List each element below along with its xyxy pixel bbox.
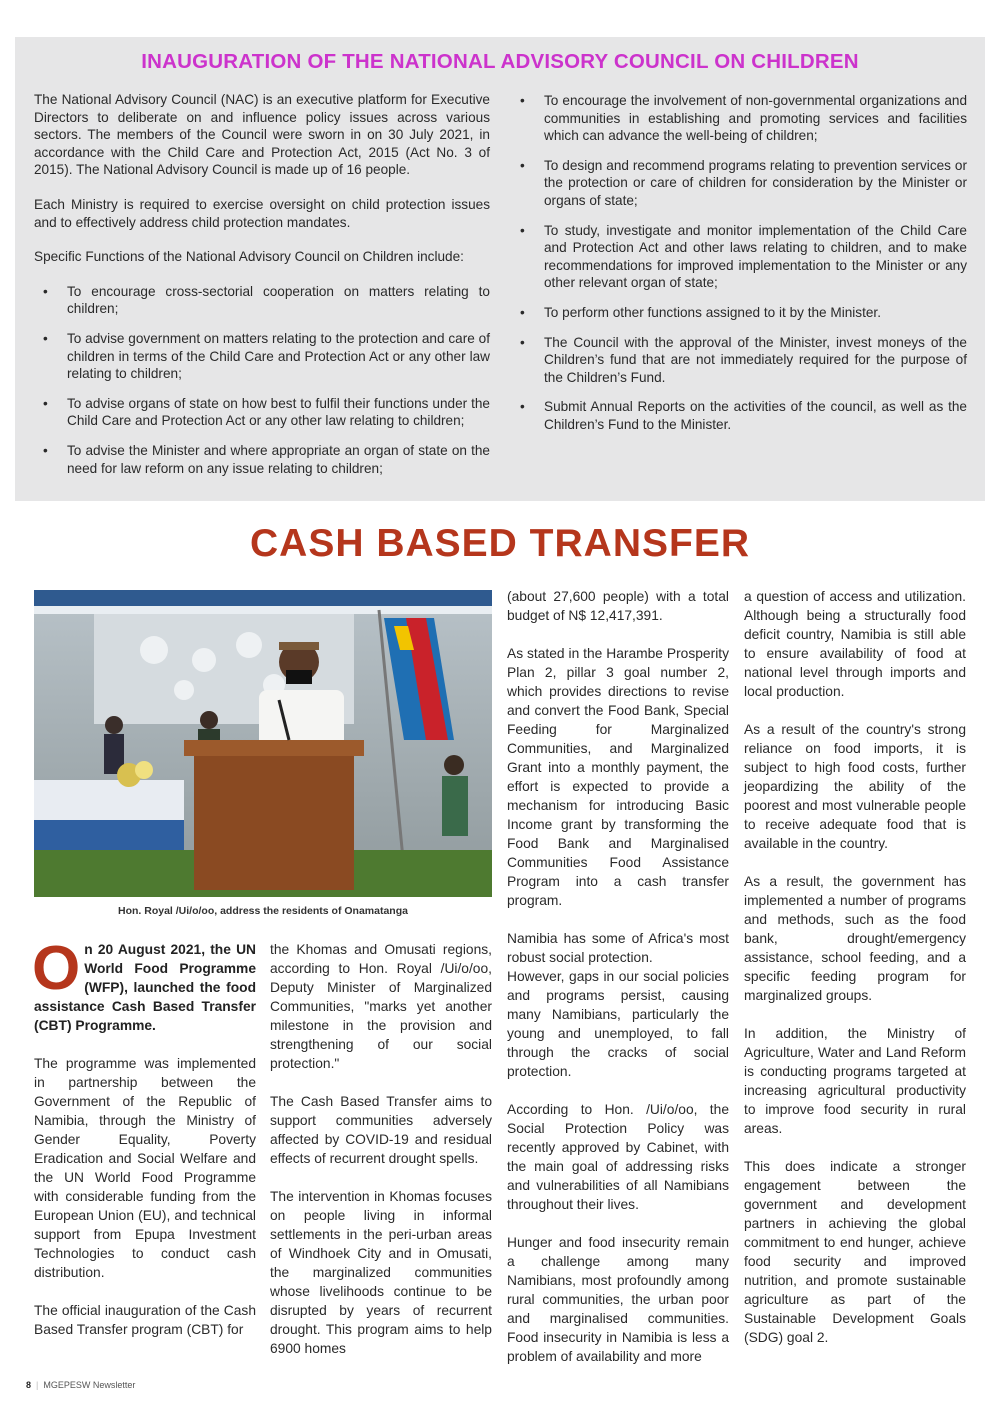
paragraph: the Khomas and Omusati regions, according to Hon. Royal /Ui/o/oo, Deputy Minister of Marginalized Communities, "marks yet another milestone in the provision and strengthening of our social protection." <box>270 942 492 1071</box>
lead-text: n 20 August 2021, the UN World Food Programme (WFP), launched the food assistance Cash Based Transfer (CBT) Programme. <box>34 942 256 1033</box>
bullet-icon: • <box>43 395 48 411</box>
cbt-column-3 <box>507 587 729 1366</box>
lead-paragraph <box>32 934 256 1035</box>
drop-cap: O <box>32 934 81 1003</box>
cbt-title: CASH BASED TRANSFER <box>249 522 751 565</box>
cbt-column-4 <box>744 587 966 1347</box>
newsletter-name: MGEPESW Newsletter <box>43 1380 136 1390</box>
list-item: • To design and recommend programs relating to prevention services or the protection or care of children for consideration by the Minister or organs of state; <box>520 157 967 208</box>
photo-caption: Hon. Royal /Ui/o/oo, address the residents of Onamatanga <box>118 905 408 917</box>
paragraph: The official inauguration of the Cash Based Transfer program (CBT) for <box>34 1303 256 1337</box>
paragraph: The programme was implemented in partnership between the Government of the Republic of Namibia, through the Ministry of Gender Equality, Poverty Eradication and Social Welfare and the UN World Food Programme with considerable funding from the European Union (EU), and technical support from Epupa Investment Technologies to conduct cash distribution. <box>34 1056 256 1280</box>
bullet-icon: • <box>43 442 48 458</box>
paragraph: This does indicate a stronger engagement between the government and development partners in achieving the global commitment to end hunger, achieve food security and improved nutrition, and promote sustainable agriculture as part of the Sustainable Development Goals (SDG) goal 2. <box>744 1159 966 1345</box>
footer-separator: | <box>36 1380 39 1390</box>
bullet-icon: • <box>43 283 48 299</box>
bullet-icon: • <box>520 157 525 173</box>
paragraph: a question of access and utilization. Although being a structurally food deficit country, Namibia is still able to ensure availability of food at national level through imports and local production. <box>744 589 966 699</box>
nac-left-column <box>34 91 490 489</box>
list-item: • To perform other functions assigned to it by the Minister. <box>520 304 881 320</box>
paragraph: According to Hon. /Ui/o/oo, the Social Protection Policy was recently approved by Cabinet, with the main goal of addressing risks and vulnerabilities of all Namibians throughout their lives. <box>507 1102 729 1212</box>
nac-functions-list-right <box>511 92 967 434</box>
nac-paragraph: Each Ministry is required to exercise oversight on child protection issues and to effectively address child protection mandates. <box>34 196 490 230</box>
paragraph: (about 27,600 people) with a total budget of N$ 12,417,391. <box>507 589 729 623</box>
list-item: • To encourage cross-sectorial cooperation on matters relating to children; <box>43 283 490 317</box>
cbt-column-2 <box>270 940 492 1358</box>
nac-functions-list-left <box>34 283 490 477</box>
photo-illustration <box>34 590 492 897</box>
list-item: • To advise government on matters relating to the protection and care of children in terms of the Child Care and Protection Act or any other law relating to children; <box>43 330 490 382</box>
cbt-column-1 <box>32 934 256 1339</box>
nac-title: INAUGURATION OF THE NATIONAL ADVISORY COUNCIL ON CHILDREN <box>141 50 859 73</box>
paragraph: Hunger and food insecurity remain a challenge among many Namibians, most profoundly among rural communities, the urban poor and marginalised communities. Food insecurity in Namibia is less a problem of availability and more <box>507 1235 729 1364</box>
paragraph: As a result, the government has implemented a number of programs and methods, such as the food bank, drought/emergency assistance, school feeding, and a specific feeding program for marginalized groups. <box>744 874 966 1003</box>
paragraph: The Cash Based Transfer aims to support communities adversely affected by COVID-19 and residual effects of recurrent drought spells. <box>270 1094 492 1166</box>
list-item: • To study, investigate and monitor implementation of the Child Care and Protection Act and other laws relating to children, and to make recommendations for improved implementation to the Minister or any other relevant organ of state; <box>520 222 967 291</box>
page-number: 8 <box>26 1380 32 1390</box>
list-item: • To advise the Minister and where appropriate an organ of state on the need for law reform on any issue relating to children; <box>43 442 490 476</box>
list-item: • To advise organs of state on how best to fulfil their functions under the Child Care and Protection Act or any other law relating to children; <box>43 395 490 429</box>
speaker-photo <box>34 590 492 897</box>
paragraph: Namibia has some of Africa's most robust social protection. <box>507 931 729 965</box>
paragraph: However, gaps in our social policies and programs persist, causing many Namibians, particularly the young and unemployed, to fall through the cracks of social protection. <box>507 969 729 1079</box>
nac-right-column <box>511 92 967 446</box>
paragraph: The intervention in Khomas focuses on people living in informal settlements in the peri-urban areas of Windhoek City and in Omusati, the marginalized communities whose livelihoods continue to be disrupted by years of recurrent drought. This program aims to help 6900 homes <box>270 1189 492 1356</box>
bullet-icon: • <box>520 399 525 415</box>
nac-section <box>15 37 985 501</box>
page-footer <box>26 1380 135 1390</box>
paragraph: As stated in the Harambe Prosperity Plan 2, pillar 3 goal number 2, which provides directions to revise and convert the Food Bank, Special Feeding for Marginalized Communities, and Marginalized Grant into a monthly payment, the effort is expected to provide a mechanism for introducing Basic Income grant by transforming the Food Bank and Marginalised Communities Food Assistance Program into a cash transfer program. <box>507 646 729 908</box>
paragraph: In addition, the Ministry of Agriculture, Water and Land Reform is conducting programs targeted at increasing agricultural productivity to improve food security in rural areas. <box>744 1026 966 1136</box>
list-item: • Submit Annual Reports on the activities of the council, as well as the Children’s Fund to the Minister. <box>520 399 967 432</box>
list-item: • To encourage the involvement of non-governmental organizations and communities in establishing and promoting services and facilities which can advance the well-being of children; <box>520 93 967 144</box>
nac-paragraph: Specific Functions of the National Advisory Council on Children include: <box>34 249 464 265</box>
paragraph: As a result of the country's strong reliance on food imports, it is subject to high food costs, further jeopardizing the ability of the poorest and most vulnerable people to receive adequate food that is available in the country. <box>744 722 966 851</box>
bullet-icon: • <box>520 334 525 350</box>
bullet-icon: • <box>520 93 525 108</box>
list-item: • The Council with the approval of the Minister, invest moneys of the Children’s fund that are not immediately required for the purpose of the Children’s Fund. <box>520 334 967 385</box>
bullet-icon: • <box>520 304 525 320</box>
nac-paragraph: The National Advisory Council (NAC) is an executive platform for Executive Directors to deliberate on and influence policy issues across various sectors. The members of the Council were sworn in on 30 July 2021, in accordance with the Child Care and Protection Act, 2015 (Act No. 3 of 2015). The National Advisory Council is made up of 16 people. <box>34 92 490 178</box>
bullet-icon: • <box>520 222 525 238</box>
bullet-icon: • <box>43 330 48 346</box>
